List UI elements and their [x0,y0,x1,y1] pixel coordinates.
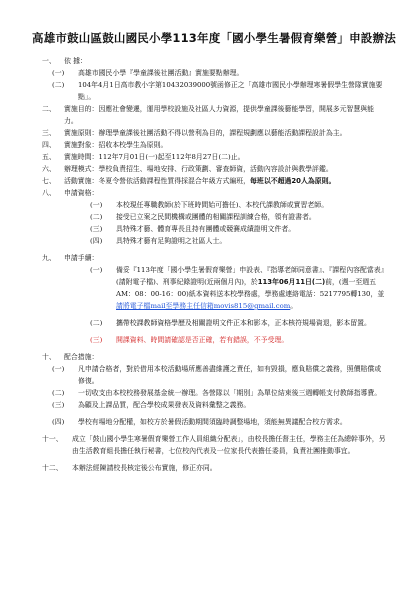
section-number: 一、 [42,57,56,65]
basis-item-1 [42,67,386,79]
section-number: 七、 [42,177,56,185]
measures-item-4 [42,416,386,428]
eligibility-item-1 [42,199,386,211]
section-number: 九、 [42,254,56,262]
eligibility-item-4 [42,235,386,247]
measures-item-3 [42,399,386,411]
section-text: 活動實施：冬夏令營依活動課程性質得採混合年級方式編班， [64,177,251,185]
section-implementation [42,175,386,187]
item-text: 具特殊才藝有足夠證明之社區人士。 [116,237,227,245]
section-text: 成立「鼓山國小學生寒暑假育樂營工作人員組織分配表」，由校長擔任督主任，學務主任為總幹事外，另由生活教育組長擔任執行秘書，七位校內代表及一位家長代表擔任委員，負責社團推動事宜。 [72,435,386,455]
section-label: 申請資格： [64,189,99,197]
item-number: (三) [90,225,103,233]
item-text: 高雄市國民小學『學童課後社團活動』實施要點辦理。 [78,69,244,77]
eligibility-item-2 [42,211,386,223]
section-text: 本辦法經陳請校長核定後公布實施，修正亦同。 [72,464,217,472]
item-number: (一) [90,201,103,209]
item-text: 攜帶校課教師資格學歷及相關證明文件正本和影本，正本核符規場資退，影本留置。 [116,319,371,327]
section-enactment [42,462,386,474]
procedure-item-3 [42,334,386,346]
section-eligibility [42,187,386,199]
measures-item-1 [42,363,386,387]
section-text: 辦理模式：學校負責招生、場地安排、行政策劃、審查師資，活動內容設計與教學評鑑。 [64,165,333,173]
item-text: 一切收支由本校校務發展基金統一辦理。各營隊以「期別」為單位結束後三週轉帳支付教師指導費。 [78,389,382,397]
item-text-end: 。 [290,302,298,310]
section-mode [42,163,386,175]
item-number: (四) [90,237,103,245]
basis-item-2 [42,79,386,103]
item-body [116,264,386,312]
section-number: 五、 [42,153,56,161]
section-purpose [42,103,386,127]
item-number: (一) [52,365,65,373]
item-number: (三) [52,401,65,409]
section-measures [42,351,386,363]
section-text: 實施時間：112年7月01日(一)起至112年8月27日(二)止。 [64,153,245,161]
section-target [42,139,386,151]
class-size-rule: 每班以不超過20人為原則。 [250,177,336,185]
email-link[interactable]: 請將電子檔mail至學務主任信箱movis815@gmail.com [116,302,291,310]
section-number: 十一、 [42,435,63,443]
section-text: 實施對象：招收本校學生為原則。 [64,141,168,149]
item-text-cont: 前，(週一至週五AM：08：00-16：00)紙本資料送本校學務處，學務處連絡電話：5217795轉130，並 [116,278,385,298]
item-number: (一) [52,69,65,77]
item-number: (三) [90,336,103,344]
section-label: 配合措施： [64,353,99,361]
section-label: 依 據： [64,57,87,65]
section-basis [42,55,386,67]
section-number: 四、 [42,141,56,149]
section-number: 三、 [42,129,56,137]
procedure-item-2 [42,317,386,329]
item-text: 學校有場地分配權，如校方於暑假活動期間須臨時調整場地，須能無異議配合校方需求。 [78,418,347,426]
item-number: (二) [90,213,103,221]
section-procedure [42,252,386,264]
section-label: 申請手續： [64,254,99,262]
item-text: 為顧及上課品質，配合學校成果發表及資料彙整之義務。 [78,401,251,409]
document-title: 高雄市鼓山區鼓山國民小學113年度「國小學生暑假育樂營」申設辦法 [32,31,396,45]
item-text: 凡申請合格者，對於借用本校活動場所應善盡維護之責任，如有毀損，應負賠償之義務，照價賠償或修復。 [78,365,382,385]
section-principle [42,127,386,139]
section-body [64,175,386,187]
item-number: (二) [52,389,65,397]
section-number: 二、 [42,105,56,113]
item-number: (四) [52,418,65,426]
section-number: 八、 [42,189,56,197]
eligibility-item-3 [42,223,386,235]
procedure-item-1 [42,264,386,312]
item-text: 備妥『113年度「國小學生暑假育樂營」申設表、『指導老師同意書』、『課程內容配當表』(請附電子檔)、刑事紀錄證明(近兩個月內)，於 [116,266,385,286]
section-text: 實施目的：因應社會變遷，運用學校設施及社區人力資源，提供學童課後藝能學習，開展多元智慧與能力。 [64,105,375,125]
section-number: 六、 [42,165,56,173]
section-period [42,151,386,163]
item-number: (一) [90,266,103,274]
item-text: 接受已立案之民間機構或團體的相關課程訓練合格，領有證書者。 [116,213,316,221]
deadline-date: 113年06月11日(二) [257,278,326,286]
measures-item-2 [42,387,386,399]
item-text: 104年4月1日高市教小字第10432039000號函修正之「高雄市國民小學辦理寒暑假學生營隊實施要點」。 [78,81,383,101]
item-text: 本校現任專職教師(於下班時間始可擔任)、本校代課教師或實習老師。 [116,201,329,209]
item-number: (二) [90,319,103,327]
warning-text: 開課資料、時間請確認是否正確，若有錯誤，不予受理。 [116,336,289,344]
item-text: 具特殊才藝、體育專長且持有團體或競賽成績證明文件者。 [116,225,296,233]
section-text: 實施原則：辦理學童課後社團活動不得以營利為目的，課程規劃應以藝能活動課程設計為主。 [64,129,347,137]
section-organization [42,433,386,457]
item-number: (二) [52,81,65,89]
section-number: 十、 [42,353,56,361]
section-number: 十二、 [42,464,63,472]
